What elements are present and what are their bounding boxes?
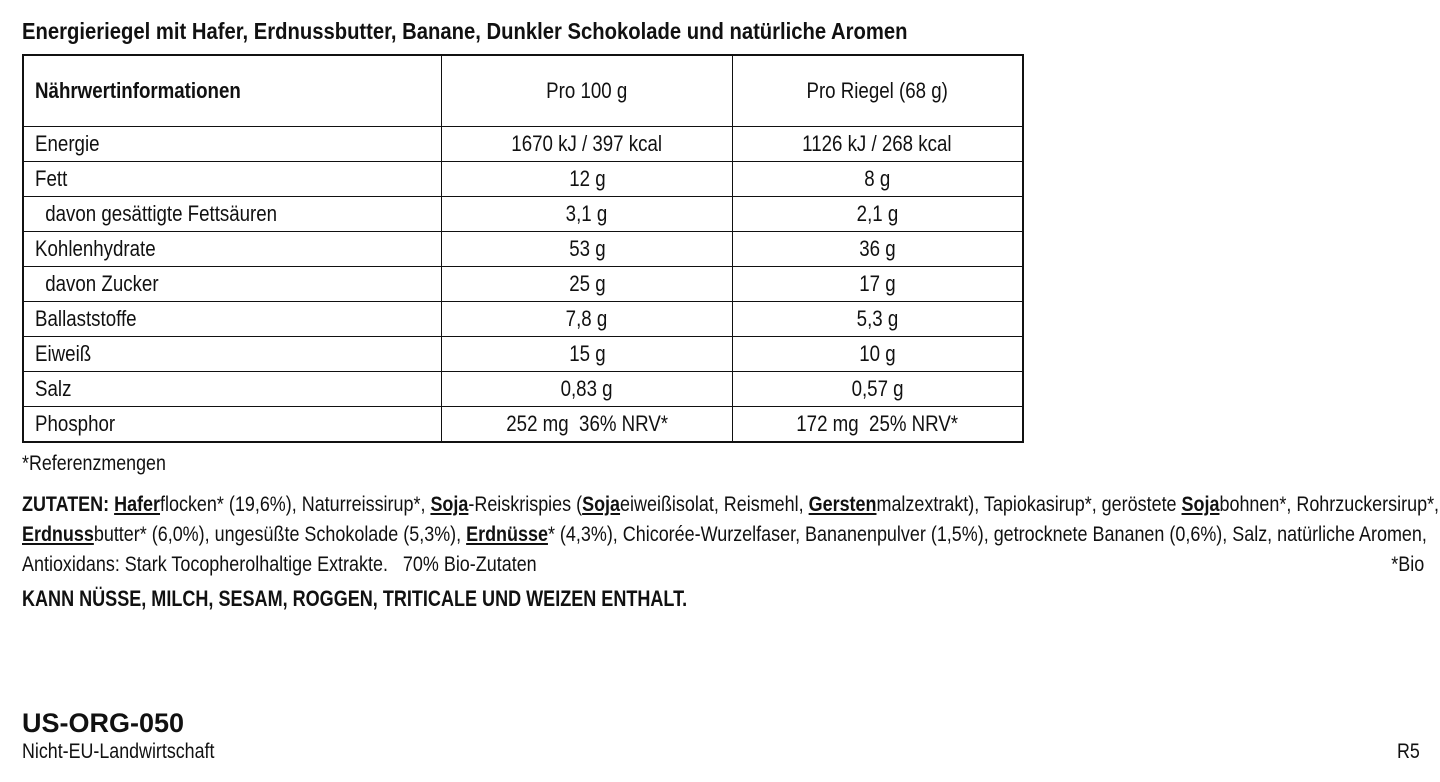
nutrition-row [23, 302, 1023, 337]
nutrient-name: Phosphor [23, 407, 442, 443]
ingredient-text: flocken* (19,6%), Naturreissirup*, [160, 493, 431, 516]
value-per-100g: 3,1 g [442, 197, 732, 232]
nutrient-name: Energie [23, 127, 442, 162]
value-per-bar: 36 g [732, 232, 1023, 267]
product-title: Energieriegel mit Hafer, Erdnussbutter, Banane, Dunkler Schokolade und natürliche Aromen [22, 18, 908, 44]
revision-code: R5 [1397, 740, 1420, 763]
value-per-bar: 17 g [732, 267, 1023, 302]
value-per-bar: 0,57 g [732, 372, 1023, 407]
value-per-bar: 5,3 g [732, 302, 1023, 337]
nutrition-row [23, 162, 1023, 197]
nutrient-name: davon Zucker [23, 267, 442, 302]
nutrition-header-row [23, 55, 1023, 127]
value-per-100g: 0,83 g [442, 372, 732, 407]
value-per-100g: 25 g [442, 267, 732, 302]
nutrition-body [23, 127, 1023, 443]
value-per-bar: 8 g [732, 162, 1023, 197]
value-per-bar: 1126 kJ / 268 kcal [732, 127, 1023, 162]
nutrient-name: Kohlenhydrate [23, 232, 442, 267]
ingredients-line-2-parts [22, 520, 1427, 550]
ingredient-text: bohnen*, Rohrzuckersirup*, [1219, 493, 1440, 516]
nutrition-row [23, 407, 1023, 443]
ingredients-line-2 [22, 520, 1427, 550]
allergen-highlight: Hafer [114, 493, 161, 516]
agriculture-origin: Nicht-EU-Landwirtschaft [22, 740, 215, 763]
nutrition-row [23, 337, 1023, 372]
ingredient-text: * (4,3%), Chicorée-Wurzelfaser, Bananenpulver (1,5%), getrocknete Bananen (0,6%), Salz, natürliche Aromen, [547, 523, 1427, 546]
ingredients-line-1-text [22, 490, 1439, 520]
allergen-highlight: Erdnüsse [466, 523, 548, 546]
organic-marker: *Bio [1391, 553, 1425, 576]
nutrition-row [23, 232, 1023, 267]
allergen-highlight: Gersten [808, 493, 877, 516]
value-per-bar: 10 g [732, 337, 1023, 372]
nutrition-row [23, 267, 1023, 302]
ingredient-text: butter* (6,0%), ungesüßte Schokolade (5,3%), [93, 523, 467, 546]
nutrition-table [22, 54, 1024, 443]
reference-footnote: *Referenzmengen [22, 452, 166, 475]
ingredients-block [22, 490, 1440, 580]
nutrition-row [23, 372, 1023, 407]
value-per-100g: 7,8 g [442, 302, 732, 337]
nutrient-name: Salz [23, 372, 442, 407]
value-per-100g: 252 mg 36% NRV* [442, 407, 732, 443]
value-per-100g: 15 g [442, 337, 732, 372]
ingredient-text: malzextrakt), Tapiokasirup*, geröstete [876, 493, 1182, 516]
ingredients-antioxidant-text: Antioxidans: Stark Tocopherolhaltige Extrakte. 70% Bio-Zutaten [22, 553, 537, 576]
nutrient-name: Ballaststoffe [23, 302, 442, 337]
value-per-100g: 12 g [442, 162, 732, 197]
nutrient-name: Fett [23, 162, 442, 197]
ingredients-line-3 [22, 550, 1424, 580]
value-per-bar: 2,1 g [732, 197, 1023, 232]
ingredients-line-1 [22, 490, 1440, 520]
ingredients-line-1-parts [109, 493, 1439, 516]
allergy-warning: KANN NÜSSE, MILCH, SESAM, ROGGEN, TRITICALE UND WEIZEN ENTHALT. [22, 586, 688, 611]
nutrition-row [23, 127, 1023, 162]
organic-certification-code: US-ORG-050 [22, 708, 185, 738]
value-per-100g: 1670 kJ / 397 kcal [442, 127, 732, 162]
allergen-highlight: Soja [1181, 493, 1220, 516]
ingredients-label: ZUTATEN: [22, 493, 110, 516]
ingredient-text: -Reiskrispies ( [468, 493, 583, 516]
nutrition-row [23, 197, 1023, 232]
nutrient-name: Eiweiß [23, 337, 442, 372]
allergen-highlight: Soja [430, 493, 469, 516]
value-per-bar: 172 mg 25% NRV* [732, 407, 1023, 443]
header-per-100g: Pro 100 g [442, 55, 732, 127]
ingredient-text: eiweißisolat, Reismehl, [620, 493, 809, 516]
header-nutrient: Nährwertinformationen [23, 55, 442, 127]
value-per-100g: 53 g [442, 232, 732, 267]
allergen-highlight: Soja [582, 493, 621, 516]
allergen-highlight: Erdnuss [22, 523, 94, 546]
header-per-bar: Pro Riegel (68 g) [732, 55, 1023, 127]
nutrient-name: davon gesättigte Fettsäuren [23, 197, 442, 232]
